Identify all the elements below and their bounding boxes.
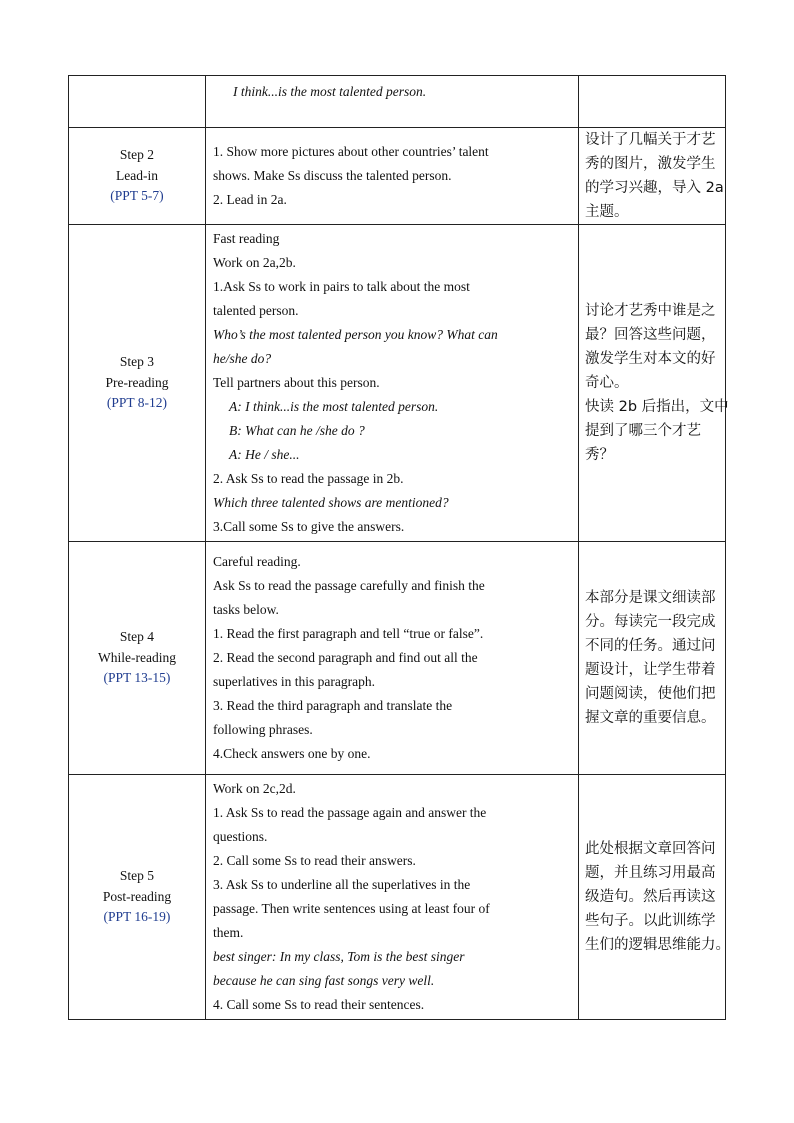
step-number: Step 5 [119, 868, 155, 884]
design-intent-line: 握文章的重要信息。 [585, 710, 716, 726]
step-name: Lead-in [116, 167, 158, 183]
step-cell [69, 128, 206, 225]
step-number: Step 2 [119, 147, 155, 163]
process-line: talented person. [213, 303, 299, 318]
plan-row [69, 128, 726, 225]
step-cell [69, 775, 206, 1020]
step-ppt-range: (PPT 13-15) [103, 670, 171, 686]
process-line: them. [213, 925, 244, 940]
teaching-process-cell [206, 128, 579, 225]
process-line: A: He / she... [229, 447, 300, 462]
process-line: tasks below. [213, 602, 279, 617]
design-intent-line: 奇心。 [585, 375, 629, 391]
process-line: passage. Then write sentences using at least four of [213, 901, 490, 916]
step-name: While-reading [98, 649, 176, 665]
design-intent-line: 秀的图片，激发学生 [585, 156, 716, 172]
design-intent-line: 秀？ [585, 447, 614, 463]
step-ppt-range: (PPT 16-19) [103, 909, 171, 925]
process-line: 2. Read the second paragraph and find out all the [213, 650, 478, 665]
design-intent-line: 生们的逻辑思维能力。 [585, 937, 730, 953]
teaching-process-cell [206, 775, 579, 1020]
process-line: Careful reading. [213, 554, 301, 569]
process-line: 4.Check answers one by one. [213, 746, 371, 761]
process-line: 3. Read the third paragraph and translate the [213, 698, 453, 713]
process-line: Ask Ss to read the passage carefully and finish the [213, 578, 485, 593]
process-line: I think...is the most talented person. [233, 84, 427, 99]
process-line: 1. Ask Ss to read the passage again and answer the [213, 805, 487, 820]
teaching-process-cell [206, 76, 579, 128]
design-intent-line: 分。每读完一段完成 [585, 614, 716, 630]
process-line: Who’s the most talented person you know? What can [213, 327, 498, 342]
plan-row [69, 76, 726, 128]
process-line: B: What can he /she do ? [229, 423, 365, 438]
design-intent-line: 不同的任务。通过问 [585, 638, 716, 654]
process-line: Fast reading [213, 231, 280, 246]
process-line: questions. [213, 829, 268, 844]
design-intent-line: 本部分是课文细读部 [585, 590, 716, 606]
teaching-process-cell [206, 542, 579, 775]
step-ppt-range: (PPT 5-7) [110, 188, 164, 204]
step-name: Pre-reading [105, 374, 169, 390]
design-intent-line: 此处根据文章回答问 [585, 841, 716, 857]
process-line: A: I think...is the most talented person. [229, 399, 439, 414]
design-intent-line: 主题。 [585, 204, 629, 220]
design-intent-line: 设计了几幅关于才艺 [585, 132, 716, 148]
step-cell [69, 542, 206, 775]
design-intent-line: 激发学生对本文的好 [585, 351, 716, 367]
process-line: 2. Call some Ss to read their answers. [213, 853, 416, 868]
design-intent-cell [579, 76, 726, 128]
step-number: Step 3 [119, 354, 155, 370]
process-line: best singer: In my class, Tom is the best singer [213, 949, 465, 964]
design-intent-line: 最？回答这些问题， [585, 327, 716, 343]
process-line: 1. Read the first paragraph and tell “true or false”. [213, 626, 484, 641]
process-line: 2. Lead in 2a. [213, 192, 287, 207]
design-intent-line: 些句子。以此训练学 [585, 913, 716, 929]
process-line: shows. Make Ss discuss the talented person. [213, 168, 452, 183]
step-number: Step 4 [119, 629, 155, 645]
design-intent-line: 题设计，让学生带着 [585, 662, 716, 678]
process-line: 1.Ask Ss to work in pairs to talk about the most [213, 279, 470, 294]
process-line: Work on 2a,2b. [213, 255, 296, 270]
process-line: 3.Call some Ss to give the answers. [213, 519, 405, 534]
step-cell [69, 225, 206, 542]
step-name: Post-reading [102, 888, 172, 904]
design-intent-line: 提到了哪三个才艺 [585, 423, 701, 439]
process-line: he/she do? [213, 351, 272, 366]
plan-row [69, 225, 726, 542]
process-line: 2. Ask Ss to read the passage in 2b. [213, 471, 404, 486]
step-ppt-range: (PPT 8-12) [106, 395, 168, 411]
lesson-plan-table [68, 75, 730, 1020]
design-intent-cell [579, 542, 726, 775]
process-line: Work on 2c,2d. [213, 781, 296, 796]
process-line: Tell partners about this person. [213, 375, 380, 390]
design-intent-line: 的学习兴趣，导入 2a [585, 180, 724, 196]
process-line: 4. Call some Ss to read their sentences. [213, 997, 425, 1012]
design-intent-line: 题，并且练习用最高 [585, 865, 716, 881]
teaching-process-cell [206, 225, 579, 542]
design-intent-line: 级造句。然后再读这 [585, 889, 716, 905]
step-cell [69, 76, 206, 128]
process-line: because he can sing fast songs very well. [213, 973, 435, 988]
design-intent-cell [579, 775, 730, 1020]
design-intent-cell [579, 225, 729, 542]
process-line: 3. Ask Ss to underline all the superlatives in the [213, 877, 471, 892]
process-line: superlatives in this paragraph. [213, 674, 375, 689]
process-line: Which three talented shows are mentioned? [213, 495, 449, 510]
design-intent-line: 讨论才艺秀中谁是之 [585, 303, 716, 319]
plan-row [69, 775, 726, 1020]
process-line: following phrases. [213, 722, 313, 737]
design-intent-line: 快读 2b 后指出，文中 [585, 399, 729, 415]
plan-row [69, 542, 726, 775]
process-line: 1. Show more pictures about other countries’ talent [213, 144, 489, 159]
lesson-plan-body [69, 76, 730, 1020]
design-intent-line: 问题阅读，使他们把 [585, 686, 716, 702]
design-intent-cell [579, 128, 726, 225]
